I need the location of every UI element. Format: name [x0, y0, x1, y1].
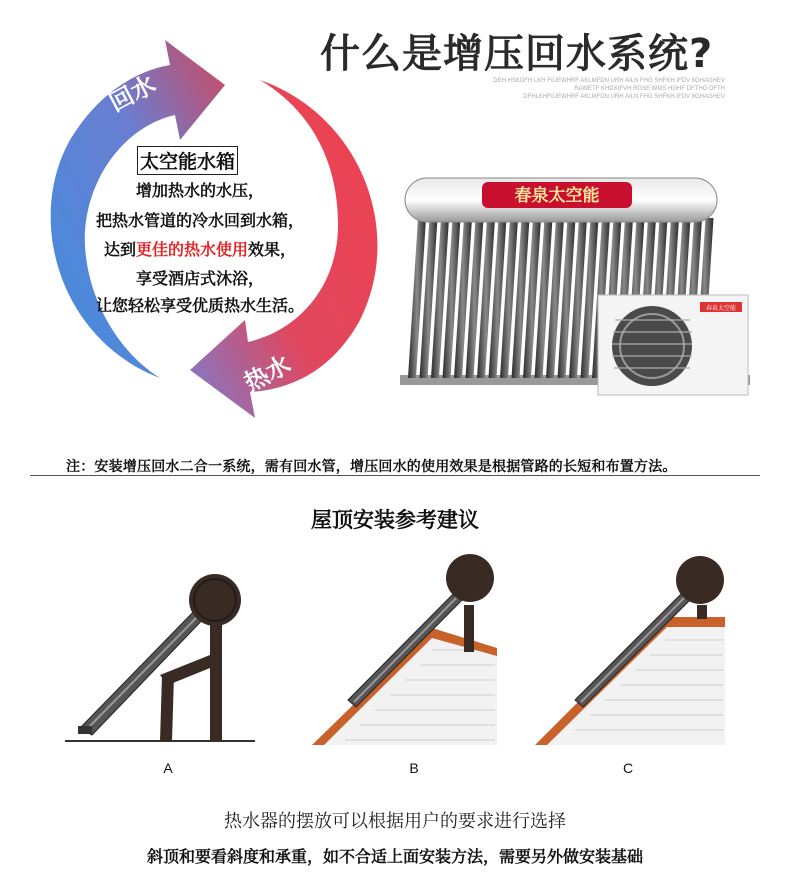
desc-line-1: 增加热水的水压，	[135, 181, 264, 200]
desc-line-3: 达到更佳的热水使用效果，	[103, 240, 297, 259]
option-b-label: B	[409, 760, 419, 776]
divider	[30, 475, 760, 476]
install-diagram-c	[535, 550, 735, 750]
desc-line-4: 享受酒店式沐浴，	[135, 269, 264, 288]
footer-line-1: 热水器的摆放可以根据用户的要求进行选择	[224, 811, 566, 832]
unit-badge-text: 春泉太空能	[705, 305, 737, 312]
fine-print-1: DEH HSKDFH LKH FIUEWHRF AKLMFDN URH AILN FHG SHFKH.IFDV 8GHAGHEV	[493, 78, 725, 84]
install-diagram-a	[60, 560, 260, 750]
roof-section-title: 屋顶安装参考建议	[311, 508, 479, 532]
tank-box-title: 太空能水箱	[137, 146, 238, 175]
highlight-text: 更佳的热水使用	[135, 240, 248, 259]
return-water-label: 回水	[104, 70, 161, 118]
product-illustration	[400, 170, 770, 410]
desc-line-2: 把热水管道的冷水回到水箱，	[95, 211, 304, 230]
page-title: 什么是增压回水系统?	[320, 31, 714, 77]
fine-print-2: RAWETF KHDXIFVH RGSE WMS HGHF DFTHG DFTH	[574, 86, 725, 92]
fan-icon	[612, 306, 692, 386]
option-c-label: C	[622, 760, 634, 776]
desc-line-5: 让您轻松享受优质热水生活。	[95, 296, 304, 315]
install-diagram-b	[312, 550, 502, 750]
hot-water-label: 热水	[239, 350, 296, 398]
option-a-label: A	[163, 760, 173, 776]
tank-brand-text: 春泉太空能	[514, 186, 600, 206]
footer-line-2: 斜顶和要看斜度和承重，如不合适上面安装方法，需要另外做安装基础	[146, 847, 643, 866]
fine-print-3: DFHLKHFIUEWHRF AKLMFDN URH AILN FHG SHFKH.IFDV 8GHAGHEV	[523, 94, 725, 100]
install-note: 注：安装增压回水二合一系统，需有回水管，增压回水的使用效果是根据管路的长短和布置方法。	[66, 459, 677, 475]
